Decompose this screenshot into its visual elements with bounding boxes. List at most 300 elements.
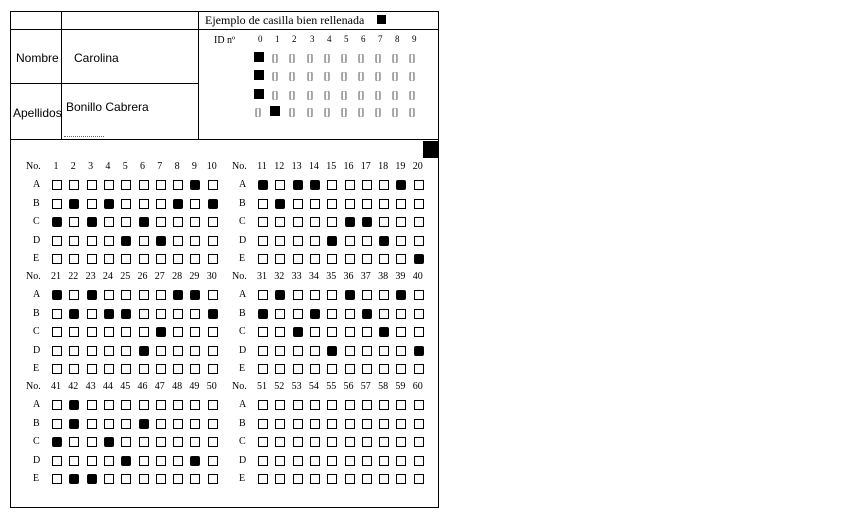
answer-box[interactable] [139, 437, 149, 447]
answer-box[interactable] [362, 199, 372, 209]
answer-box[interactable] [310, 327, 320, 337]
answer-box[interactable] [156, 419, 166, 429]
answer-box[interactable] [362, 254, 372, 264]
answer-box[interactable] [139, 180, 149, 190]
answer-box[interactable] [310, 437, 320, 447]
answer-box[interactable] [173, 346, 183, 356]
answer-box[interactable] [52, 254, 62, 264]
answer-box[interactable] [345, 456, 355, 466]
answer-box-marked[interactable] [310, 309, 320, 319]
answer-box[interactable] [104, 180, 114, 190]
answer-box[interactable] [258, 474, 268, 484]
answer-box[interactable] [293, 309, 303, 319]
answer-box-marked[interactable] [293, 327, 303, 337]
answer-box[interactable] [121, 400, 131, 410]
answer-box[interactable] [156, 309, 166, 319]
answer-box[interactable] [275, 456, 285, 466]
answer-box[interactable] [208, 180, 218, 190]
answer-box[interactable] [208, 290, 218, 300]
answer-box-marked[interactable] [327, 236, 337, 246]
answer-box[interactable] [275, 217, 285, 227]
answer-box[interactable] [156, 346, 166, 356]
answer-box[interactable] [275, 474, 285, 484]
answer-box[interactable] [293, 217, 303, 227]
answer-box[interactable] [275, 419, 285, 429]
answer-box[interactable] [275, 364, 285, 374]
answer-box[interactable] [327, 290, 337, 300]
answer-box[interactable] [310, 199, 320, 209]
answer-box-marked[interactable] [69, 474, 79, 484]
answer-box-marked[interactable] [121, 456, 131, 466]
answer-box[interactable] [52, 346, 62, 356]
answer-box-marked[interactable] [362, 217, 372, 227]
answer-box[interactable] [414, 419, 424, 429]
answer-box[interactable] [414, 364, 424, 374]
answer-box[interactable] [52, 474, 62, 484]
answer-box[interactable] [362, 180, 372, 190]
id-empty-mark[interactable]: [] [289, 90, 295, 100]
answer-box[interactable] [275, 400, 285, 410]
answer-box[interactable] [173, 217, 183, 227]
answer-box-marked[interactable] [258, 309, 268, 319]
answer-box[interactable] [156, 364, 166, 374]
answer-box[interactable] [379, 217, 389, 227]
answer-box[interactable] [345, 236, 355, 246]
id-filled-mark[interactable] [254, 70, 264, 80]
answer-box[interactable] [87, 327, 97, 337]
answer-box[interactable] [173, 327, 183, 337]
answer-box[interactable] [293, 236, 303, 246]
answer-box[interactable] [190, 346, 200, 356]
id-empty-mark[interactable]: [] [324, 107, 330, 117]
id-empty-mark[interactable]: [] [409, 71, 415, 81]
answer-box[interactable] [345, 254, 355, 264]
answer-box[interactable] [310, 290, 320, 300]
answer-box[interactable] [293, 456, 303, 466]
answer-box[interactable] [52, 309, 62, 319]
answer-box[interactable] [414, 217, 424, 227]
answer-box[interactable] [258, 199, 268, 209]
answer-box[interactable] [52, 419, 62, 429]
answer-box[interactable] [208, 217, 218, 227]
answer-box-marked[interactable] [208, 309, 218, 319]
answer-box[interactable] [414, 236, 424, 246]
answer-box[interactable] [121, 419, 131, 429]
id-empty-mark[interactable]: [] [307, 53, 313, 63]
answer-box[interactable] [379, 437, 389, 447]
answer-box-marked[interactable] [104, 437, 114, 447]
answer-box[interactable] [173, 309, 183, 319]
answer-box-marked[interactable] [396, 290, 406, 300]
answer-box[interactable] [379, 364, 389, 374]
answer-box[interactable] [379, 419, 389, 429]
answer-box[interactable] [52, 236, 62, 246]
answer-box-marked[interactable] [121, 236, 131, 246]
answer-box[interactable] [293, 290, 303, 300]
answer-box[interactable] [327, 254, 337, 264]
answer-box[interactable] [208, 474, 218, 484]
answer-box-marked[interactable] [310, 180, 320, 190]
answer-box[interactable] [345, 437, 355, 447]
answer-box[interactable] [275, 254, 285, 264]
answer-box[interactable] [327, 217, 337, 227]
answer-box[interactable] [414, 400, 424, 410]
answer-box-marked[interactable] [293, 180, 303, 190]
answer-box[interactable] [327, 437, 337, 447]
answer-box[interactable] [379, 309, 389, 319]
answer-box[interactable] [327, 199, 337, 209]
answer-box[interactable] [379, 474, 389, 484]
answer-box[interactable] [190, 254, 200, 264]
answer-box[interactable] [69, 364, 79, 374]
answer-box[interactable] [362, 346, 372, 356]
answer-box[interactable] [258, 346, 268, 356]
answer-box[interactable] [362, 327, 372, 337]
id-filled-mark[interactable] [270, 106, 280, 116]
answer-box[interactable] [414, 290, 424, 300]
answer-box[interactable] [396, 456, 406, 466]
answer-box[interactable] [104, 327, 114, 337]
answer-box[interactable] [173, 400, 183, 410]
answer-box[interactable] [104, 456, 114, 466]
answer-box[interactable] [156, 437, 166, 447]
id-empty-mark[interactable]: [] [341, 90, 347, 100]
answer-box[interactable] [345, 309, 355, 319]
answer-box[interactable] [156, 199, 166, 209]
answer-box[interactable] [139, 474, 149, 484]
answer-box[interactable] [121, 254, 131, 264]
answer-box[interactable] [379, 199, 389, 209]
answer-box[interactable] [52, 364, 62, 374]
answer-box[interactable] [275, 309, 285, 319]
answer-box[interactable] [173, 364, 183, 374]
answer-box-marked[interactable] [52, 290, 62, 300]
answer-box-marked[interactable] [87, 217, 97, 227]
answer-box[interactable] [104, 217, 114, 227]
answer-box[interactable] [139, 290, 149, 300]
answer-box[interactable] [396, 199, 406, 209]
answer-box-marked[interactable] [52, 437, 62, 447]
id-empty-mark[interactable]: [] [324, 71, 330, 81]
id-empty-mark[interactable]: [] [272, 71, 278, 81]
answer-box[interactable] [362, 290, 372, 300]
answer-box[interactable] [414, 456, 424, 466]
id-empty-mark[interactable]: [] [375, 53, 381, 63]
answer-box[interactable] [173, 180, 183, 190]
id-empty-mark[interactable]: [] [341, 53, 347, 63]
answer-box[interactable] [104, 419, 114, 429]
answer-box[interactable] [345, 199, 355, 209]
answer-box[interactable] [190, 437, 200, 447]
answer-box[interactable] [121, 290, 131, 300]
answer-box[interactable] [327, 456, 337, 466]
answer-box[interactable] [345, 180, 355, 190]
answer-box[interactable] [52, 180, 62, 190]
answer-box[interactable] [87, 254, 97, 264]
answer-box[interactable] [293, 364, 303, 374]
answer-box[interactable] [190, 199, 200, 209]
id-filled-mark[interactable] [254, 89, 264, 99]
answer-box[interactable] [275, 327, 285, 337]
answer-box[interactable] [173, 254, 183, 264]
answer-box[interactable] [293, 346, 303, 356]
id-empty-mark[interactable]: [] [358, 90, 364, 100]
answer-box[interactable] [275, 180, 285, 190]
id-empty-mark[interactable]: [] [307, 71, 313, 81]
answer-box[interactable] [345, 364, 355, 374]
answer-box[interactable] [310, 419, 320, 429]
id-empty-mark[interactable]: [] [409, 53, 415, 63]
answer-box[interactable] [293, 400, 303, 410]
answer-box[interactable] [258, 437, 268, 447]
answer-box[interactable] [379, 456, 389, 466]
answer-box[interactable] [156, 456, 166, 466]
answer-box[interactable] [310, 346, 320, 356]
answer-box[interactable] [121, 474, 131, 484]
answer-box[interactable] [208, 236, 218, 246]
id-empty-mark[interactable]: [] [307, 107, 313, 117]
answer-box[interactable] [173, 437, 183, 447]
answer-box[interactable] [190, 400, 200, 410]
answer-box-marked[interactable] [345, 217, 355, 227]
answer-box[interactable] [69, 290, 79, 300]
answer-box[interactable] [139, 400, 149, 410]
answer-box[interactable] [379, 290, 389, 300]
answer-box[interactable] [190, 364, 200, 374]
answer-box-marked[interactable] [139, 217, 149, 227]
answer-box[interactable] [345, 400, 355, 410]
answer-box-marked[interactable] [190, 290, 200, 300]
answer-box-marked[interactable] [190, 456, 200, 466]
id-empty-mark[interactable]: [] [409, 107, 415, 117]
answer-box-marked[interactable] [345, 290, 355, 300]
answer-box[interactable] [139, 456, 149, 466]
answer-box-marked[interactable] [275, 290, 285, 300]
answer-box[interactable] [156, 474, 166, 484]
answer-box[interactable] [121, 199, 131, 209]
answer-box[interactable] [87, 309, 97, 319]
answer-box[interactable] [69, 327, 79, 337]
answer-box[interactable] [173, 419, 183, 429]
answer-box[interactable] [104, 474, 114, 484]
answer-box-marked[interactable] [121, 309, 131, 319]
answer-box[interactable] [208, 254, 218, 264]
answer-box[interactable] [104, 254, 114, 264]
answer-box-marked[interactable] [362, 309, 372, 319]
id-empty-mark[interactable]: [] [409, 90, 415, 100]
answer-box[interactable] [396, 327, 406, 337]
answer-box[interactable] [156, 254, 166, 264]
answer-box-marked[interactable] [52, 217, 62, 227]
answer-box[interactable] [258, 400, 268, 410]
answer-box[interactable] [139, 254, 149, 264]
id-empty-mark[interactable]: [] [358, 71, 364, 81]
answer-box[interactable] [396, 236, 406, 246]
answer-box[interactable] [362, 400, 372, 410]
answer-box[interactable] [87, 437, 97, 447]
answer-box[interactable] [104, 290, 114, 300]
answer-box[interactable] [275, 346, 285, 356]
id-empty-mark[interactable]: [] [358, 53, 364, 63]
answer-box[interactable] [258, 364, 268, 374]
answer-box-marked[interactable] [69, 400, 79, 410]
answer-box-marked[interactable] [414, 254, 424, 264]
answer-box[interactable] [258, 327, 268, 337]
answer-box[interactable] [104, 236, 114, 246]
answer-box[interactable] [87, 419, 97, 429]
answer-box[interactable] [293, 437, 303, 447]
answer-box-marked[interactable] [87, 290, 97, 300]
answer-box[interactable] [69, 437, 79, 447]
answer-box[interactable] [396, 437, 406, 447]
answer-box-marked[interactable] [173, 199, 183, 209]
answer-box[interactable] [208, 400, 218, 410]
answer-box[interactable] [208, 346, 218, 356]
answer-box[interactable] [156, 180, 166, 190]
answer-box[interactable] [362, 437, 372, 447]
answer-box[interactable] [414, 474, 424, 484]
answer-box[interactable] [362, 456, 372, 466]
answer-box[interactable] [52, 199, 62, 209]
answer-box[interactable] [208, 437, 218, 447]
answer-box[interactable] [139, 199, 149, 209]
answer-box[interactable] [345, 346, 355, 356]
id-empty-mark[interactable]: [] [289, 71, 295, 81]
answer-box[interactable] [87, 400, 97, 410]
answer-box[interactable] [293, 199, 303, 209]
id-empty-mark[interactable]: [] [375, 107, 381, 117]
answer-box-marked[interactable] [69, 419, 79, 429]
answer-box[interactable] [396, 474, 406, 484]
answer-box[interactable] [258, 290, 268, 300]
answer-box[interactable] [310, 456, 320, 466]
answer-box[interactable] [310, 364, 320, 374]
answer-box[interactable] [327, 327, 337, 337]
answer-box[interactable] [327, 364, 337, 374]
answer-box[interactable] [121, 437, 131, 447]
answer-box[interactable] [310, 217, 320, 227]
answer-box[interactable] [258, 236, 268, 246]
answer-box[interactable] [104, 364, 114, 374]
answer-box[interactable] [275, 236, 285, 246]
answer-box[interactable] [139, 364, 149, 374]
answer-box[interactable] [362, 419, 372, 429]
answer-box[interactable] [396, 400, 406, 410]
answer-box[interactable] [52, 456, 62, 466]
answer-box[interactable] [190, 327, 200, 337]
answer-box-marked[interactable] [190, 180, 200, 190]
answer-box[interactable] [258, 217, 268, 227]
answer-box[interactable] [379, 346, 389, 356]
answer-box[interactable] [293, 474, 303, 484]
answer-box[interactable] [208, 327, 218, 337]
answer-box[interactable] [327, 474, 337, 484]
id-empty-mark[interactable]: [] [289, 53, 295, 63]
answer-box[interactable] [414, 180, 424, 190]
answer-box-marked[interactable] [156, 327, 166, 337]
answer-box-marked[interactable] [173, 290, 183, 300]
answer-box[interactable] [173, 456, 183, 466]
answer-box[interactable] [258, 419, 268, 429]
answer-box[interactable] [414, 309, 424, 319]
answer-box[interactable] [121, 327, 131, 337]
answer-box-marked[interactable] [327, 346, 337, 356]
id-empty-mark[interactable]: [] [289, 107, 295, 117]
answer-box[interactable] [293, 419, 303, 429]
answer-box[interactable] [379, 254, 389, 264]
answer-box[interactable] [310, 254, 320, 264]
answer-box-marked[interactable] [87, 474, 97, 484]
answer-box[interactable] [310, 474, 320, 484]
answer-box[interactable] [139, 327, 149, 337]
answer-box[interactable] [173, 474, 183, 484]
answer-box[interactable] [190, 419, 200, 429]
answer-box-marked[interactable] [139, 419, 149, 429]
answer-box[interactable] [87, 180, 97, 190]
answer-box-marked[interactable] [156, 236, 166, 246]
id-empty-mark[interactable]: [] [392, 90, 398, 100]
answer-box[interactable] [396, 309, 406, 319]
answer-box[interactable] [414, 327, 424, 337]
answer-box[interactable] [121, 180, 131, 190]
answer-box[interactable] [139, 309, 149, 319]
answer-box[interactable] [208, 419, 218, 429]
answer-box[interactable] [104, 400, 114, 410]
answer-box[interactable] [69, 456, 79, 466]
answer-box[interactable] [362, 364, 372, 374]
answer-box[interactable] [190, 236, 200, 246]
answer-box[interactable] [87, 236, 97, 246]
answer-box-marked[interactable] [208, 199, 218, 209]
answer-box[interactable] [293, 254, 303, 264]
answer-box[interactable] [208, 456, 218, 466]
answer-box[interactable] [396, 419, 406, 429]
answer-box[interactable] [87, 456, 97, 466]
id-empty-mark[interactable]: [] [358, 107, 364, 117]
answer-box[interactable] [156, 290, 166, 300]
id-empty-mark[interactable]: [] [272, 90, 278, 100]
answer-box[interactable] [190, 474, 200, 484]
answer-box[interactable] [345, 474, 355, 484]
id-empty-mark[interactable]: [] [307, 90, 313, 100]
id-empty-mark[interactable]: [] [392, 107, 398, 117]
answer-box[interactable] [87, 364, 97, 374]
answer-box-marked[interactable] [379, 327, 389, 337]
answer-box[interactable] [362, 236, 372, 246]
answer-box[interactable] [327, 419, 337, 429]
id-empty-mark[interactable]: [] [375, 90, 381, 100]
answer-box[interactable] [69, 346, 79, 356]
answer-box[interactable] [258, 254, 268, 264]
answer-box[interactable] [345, 327, 355, 337]
answer-box[interactable] [139, 236, 149, 246]
answer-box-marked[interactable] [414, 346, 424, 356]
answer-box[interactable] [69, 217, 79, 227]
answer-box[interactable] [310, 400, 320, 410]
answer-box[interactable] [52, 400, 62, 410]
answer-box-marked[interactable] [258, 180, 268, 190]
answer-box[interactable] [156, 400, 166, 410]
answer-box[interactable] [414, 199, 424, 209]
answer-box[interactable] [327, 180, 337, 190]
answer-box-marked[interactable] [104, 199, 114, 209]
answer-box[interactable] [396, 254, 406, 264]
answer-box[interactable] [87, 346, 97, 356]
id-empty-mark[interactable]: [] [341, 71, 347, 81]
answer-box[interactable] [69, 254, 79, 264]
id-empty-mark[interactable]: [] [341, 107, 347, 117]
id-empty-mark[interactable]: [] [392, 71, 398, 81]
